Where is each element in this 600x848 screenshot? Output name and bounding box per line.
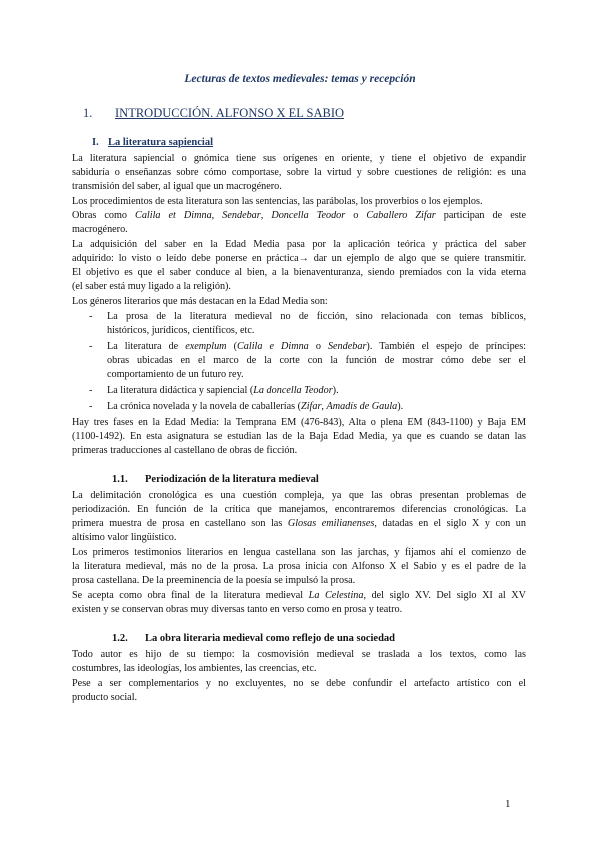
subsection-number: 1.1. xyxy=(112,474,128,485)
bullet-marker: - xyxy=(89,341,93,352)
section-title: INTRODUCCIÓN. ALFONSO X EL SABIO xyxy=(115,106,345,120)
document-title: Lecturas de textos medievales: temas y recepción xyxy=(184,73,416,85)
paragraph-line: La literatura sapiencial o gnómica tiene sus orígenes en oriente, y tiene el objetivo de expandir xyxy=(72,153,526,164)
paragraph-line: Los géneros literarios que más destacan en la Edad Media son: xyxy=(72,296,328,307)
bullet-line: La crónica novelada y la novela de caballerías (Zifar, Amadís de Gaula). xyxy=(107,401,404,412)
paragraph-line: (el saber está muy ligado a la religión). xyxy=(72,281,231,292)
paragraph-line: la literatura medieval, más no de la prosa. La prosa inicia con Alfonso X el Sabio y es el padre de la xyxy=(72,561,526,572)
paragraph-line: El objetivo es que el saber conduce al bien, a la bienaventuranza, siendo premiados con la vida eterna xyxy=(72,267,526,278)
paragraph-line: La delimitación cronológica es una cuestión compleja, ya que las obras presentan problemas de xyxy=(72,490,526,501)
subsection-title: La literatura sapiencial xyxy=(108,137,213,148)
paragraph-line: Pese a ser complementarios y no excluyentes, no se debe confundir el artefacto artístico con el xyxy=(72,678,526,689)
term-exemplum: exemplum xyxy=(185,341,227,352)
paragraph-line: macrogénero. xyxy=(72,224,128,235)
work-title: Calila et Dimna xyxy=(135,210,212,221)
subsection-number: I. xyxy=(92,137,99,148)
subsection-heading-1-1 xyxy=(112,474,319,485)
paragraph-line: Todo autor es hijo de su tiempo: la cosmovisión medieval se traslada a los textos, como las xyxy=(72,649,526,660)
paragraph-line: sabiduría o enseñanzas sobre cómo comportase, sobre la virtud y sobre cuestiones de religión: es una xyxy=(72,167,526,178)
paragraph-line: Se acepta como obra final de la literatura medieval La Celestina, del siglo XV. Del siglo XI al XV xyxy=(72,590,526,601)
bullet-line: La literatura de exemplum (Calila e Dimna o Sendebar). También el espejo de príncipes: xyxy=(107,341,526,352)
bullet-marker: - xyxy=(89,311,93,322)
paragraph-line: La adquisición del saber en la Edad Media pasa por la aplicación teórica y práctica del saber xyxy=(72,239,526,250)
subsection-number: 1.2. xyxy=(112,633,128,644)
work-title: La doncella Teodor xyxy=(253,385,333,396)
paragraph-line: transmisión del saber, al igual que un macrogénero. xyxy=(72,181,282,192)
paragraph-line: existen y se conservan obras muy diversas tanto en verso como en prosa y teatro. xyxy=(72,604,403,615)
paragraph-line: altísimo valor lingüístico. xyxy=(72,532,177,543)
paragraph-line: costumbres, las ideologías, los ambientes, las creencias, etc. xyxy=(72,663,317,674)
subsection-heading xyxy=(92,137,213,148)
subsection-title: Periodización de la literatura medieval xyxy=(145,474,319,485)
paragraph-line: Obras como Calila et Dimna, Sendebar, Doncella Teodor o Caballero Zifar participan de este xyxy=(72,210,527,221)
paragraph-line: primeras traducciones al castellano de obras de ficción. xyxy=(72,445,298,456)
work-title: Doncella Teodor xyxy=(271,210,346,221)
work-title: La Celestina xyxy=(308,590,364,601)
work-title: Glosas emilianenses xyxy=(287,518,375,529)
paragraph-line: Los procedimientos de esta literatura son las sentencias, las parábolas, los proverbios o los ejemplos. xyxy=(72,196,483,207)
section-number: 1. xyxy=(83,106,93,120)
subsection-title: La obra literaria medieval como reflejo de una sociedad xyxy=(145,633,396,644)
bullet-marker: - xyxy=(89,401,93,412)
section-heading xyxy=(83,106,344,121)
work-title: Sendebar xyxy=(222,210,261,221)
paragraph-line: Los primeros testimonios literarios en lengua castellana son las jarchas, y fijamos ahí el comienzo de xyxy=(72,547,526,558)
subsection-heading-1-2 xyxy=(112,633,395,644)
work-title: Caballero Zifar xyxy=(366,210,436,221)
bullet-marker: - xyxy=(89,385,93,396)
paragraph-line: primera muestra de prosa en castellano son las Glosas emilianenses, datadas en el siglo X y con un xyxy=(72,518,526,529)
paragraph-line: (1100-1492). En esta asignatura se estudian las de la Baja Edad Media, ya que es cuando se datan las xyxy=(72,431,526,442)
work-title: Sendebar xyxy=(327,341,367,352)
bullet-line: obras ubicadas en el marco de la corte con la función de mostrar cómo debe ser el xyxy=(107,355,526,366)
bullet-line: comportamiento de un futuro rey. xyxy=(107,369,244,380)
paragraph-line: adquirido: lo visto o leído debe ponerse en práctica→ dar un ejemplo de algo que se quiere transmitir. xyxy=(72,253,526,264)
paragraph-line: Hay tres fases en la Edad Media: la Temprana EM (476-843), Alta o plena EM (843-1100) y Baja EM xyxy=(72,417,526,428)
page-number: 1 xyxy=(505,798,511,810)
work-title: Amadís de Gaula xyxy=(326,401,398,412)
paragraph-line: producto social. xyxy=(72,692,138,703)
paragraph-line: periodización. En función de la crítica que manejamos, encontraremos diferencias cronológicas. La xyxy=(72,504,526,515)
paragraph-line: prosa castellana. De la preeminencia de la poesía se impulsó la prosa. xyxy=(72,575,356,586)
bullet-line: La literatura didáctica y sapiencial (La doncella Teodor). xyxy=(107,385,339,396)
bullet-line: La prosa de la literatura medieval no de ficción, sino relacionada con temas bíblicos, xyxy=(107,311,526,322)
work-title: Zifar xyxy=(301,401,322,412)
bullet-line: históricos, jurídicos, científicos, etc. xyxy=(107,325,255,336)
work-title: Calila e Dimna xyxy=(236,341,309,352)
